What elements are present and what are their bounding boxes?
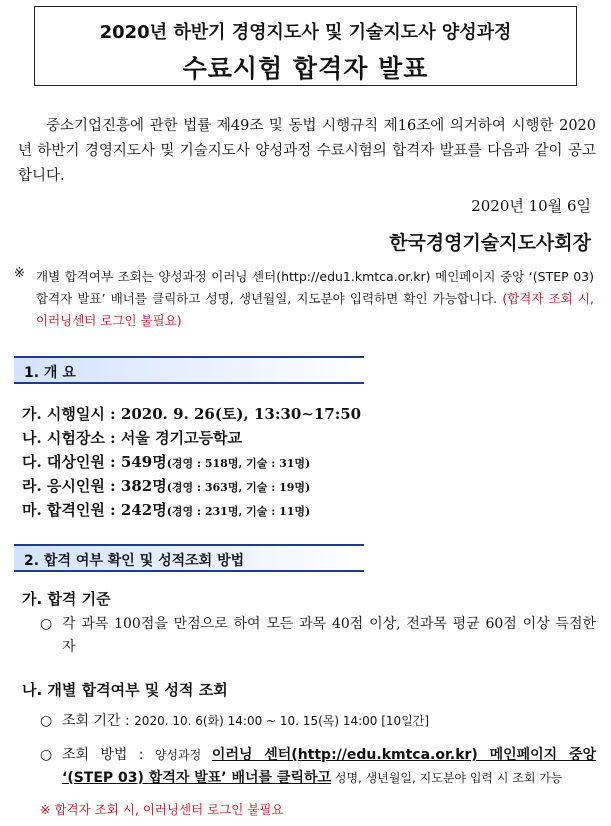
- overview-item-place: [22, 427, 242, 448]
- intro-paragraph: [18, 114, 596, 189]
- bullet-mark: ○: [40, 747, 53, 763]
- overview-label: 가. 시행일시 :: [22, 405, 121, 423]
- intro-text: 중소기업진흥에 관한 법률 제49조 및 동법 시행규칙 제16조에 의거하여 시행한 2020년 하반기 경영지도사 및 기술지도사 양성과정 수료시험의 합격자 발표를 다음과 같이 공고합니다.: [18, 118, 596, 184]
- method-pre: 양성과정: [154, 748, 212, 762]
- title-box: [34, 6, 577, 86]
- notice-mark: ※: [14, 266, 25, 281]
- title-line-1: 2020년 하반기 경영지도사 및 기술지도사 양성과정: [99, 22, 512, 43]
- section-2-title: 2. 합격 여부 확인 및 성적조회 방법: [24, 553, 245, 569]
- bullet-mark: ○: [40, 616, 53, 632]
- organization-name: 한국경영기술지도사회장: [389, 232, 591, 254]
- overview-detail: (경영 : 518명, 기술 : 31명): [166, 457, 311, 470]
- period-label: 조회 기간 :: [62, 713, 135, 729]
- method-post: 성명, 생년월일, 지도분야 입력 시 조회 가능: [331, 771, 563, 785]
- overview-value: 서울 경기고등학교: [120, 429, 243, 447]
- overview-label: 마. 합격인원 :: [22, 501, 121, 519]
- overview-item-passed: [22, 499, 310, 520]
- overview-detail: (경영 : 231명, 기술 : 11명): [166, 505, 311, 518]
- overview-value: 382명: [120, 477, 167, 495]
- overview-item-applicants: [22, 475, 310, 496]
- footnote-mark: ※: [40, 802, 51, 817]
- overview-item-date: [22, 403, 361, 424]
- overview-label: 라. 응시인원 :: [22, 477, 121, 495]
- overview-value: 2020. 9. 26(토), 13:30∼17:50: [120, 405, 362, 423]
- title-line-2: 수료시험 합격자 발표: [182, 54, 429, 83]
- overview-item-target: [22, 451, 310, 472]
- footnote-text: 합격자 조회 시, 이러닝센터 로그인 불필요: [54, 802, 284, 817]
- method-bullet: [40, 744, 596, 790]
- section-1-title: 1. 개 요: [24, 365, 76, 381]
- individual-check-heading: 나. 개별 합격여부 및 성적 조회: [22, 681, 228, 699]
- notice-text: 개별 합격여부 조회는 양성과정 이러닝 센터(http://edu1.kmtca.or.kr) 메인페이지 중앙 ‘(STEP 03) 합격자 발표’ 배너를 클릭하고 성명, 생년월일, 지도분야 입력하면 확인 가능합니다.: [36, 269, 594, 306]
- section-1-header: [14, 356, 364, 384]
- overview-label: 다. 대상인원 :: [22, 453, 121, 471]
- criteria-text: 각 과목 100점을 만점으로 하여 모든 과목 40점 이상, 전과목 평균 60점 이상 득점한 자: [62, 616, 596, 655]
- footnote: [40, 800, 284, 818]
- criteria-heading: 가. 합격 기준: [22, 590, 111, 608]
- section-2-header: [14, 544, 364, 572]
- method-link-text: 이러닝 센터(http://edu.kmtca.or.kr) 메인페이지 중앙 ‘(STEP 03) 합격자 발표’ 배너를 클릭하고: [62, 747, 597, 786]
- overview-detail: (경영 : 363명, 기술 : 19명): [166, 481, 311, 494]
- bullet-mark: ○: [40, 713, 53, 729]
- notice-paragraph: [14, 266, 594, 332]
- overview-label: 나. 시험장소 :: [22, 429, 121, 447]
- period-bullet: [40, 710, 596, 733]
- announcement-date: 2020년 10월 6일: [471, 197, 591, 215]
- overview-value: 549명: [120, 453, 167, 471]
- period-value: 2020. 10. 6(화) 14:00 ~ 10. 15(목) 14:00 [10일간]: [134, 714, 430, 728]
- method-label: 조회 방법 :: [62, 747, 155, 763]
- overview-value: 242명: [120, 501, 167, 519]
- notice-red-text: (합격자 조회 시, 이러닝센터 로그인 불필요): [36, 291, 594, 328]
- criteria-bullet: [40, 613, 596, 659]
